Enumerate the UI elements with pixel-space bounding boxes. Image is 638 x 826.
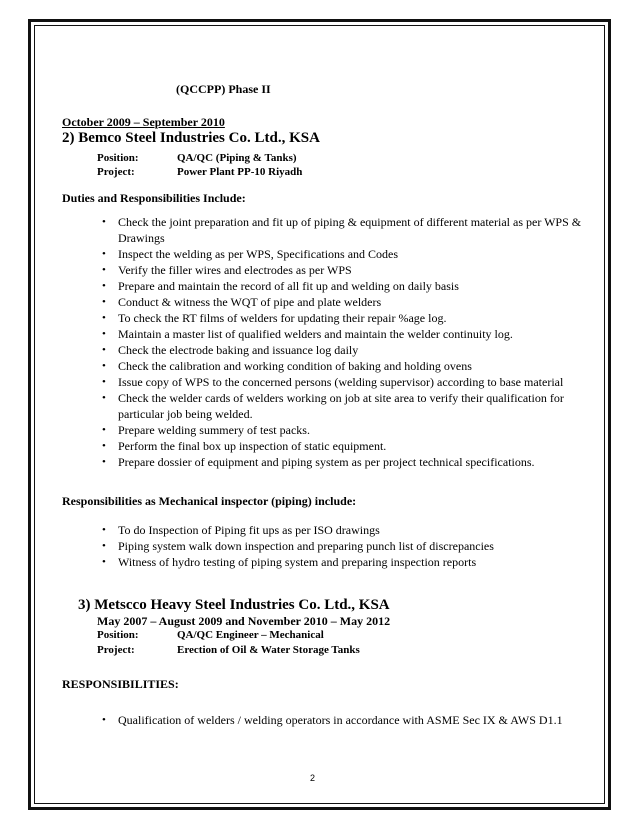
list-item: • Check the joint preparation and fit up of piping & equipment of different material as per WPS & Drawings — [102, 215, 582, 245]
job2-project-value: Power Plant PP-10 Riyadh — [177, 166, 303, 178]
job2-position-label: Position: — [97, 152, 139, 164]
list-item: • Verify the filler wires and electrodes as per WPS — [102, 263, 352, 277]
job2-project-row — [97, 166, 302, 178]
phase-title: (QCCPP) Phase II — [176, 82, 271, 96]
job3-heading: 3) Metscco Heavy Steel Industries Co. Ltd., KSA — [78, 597, 390, 613]
job2-period: October 2009 – September 2010 — [62, 115, 225, 129]
list-item: • Prepare and maintain the record of all fit up and welding on daily basis — [102, 279, 459, 293]
job3-resp-heading: RESPONSIBILITIES: — [62, 677, 179, 691]
list-item: • Conduct & witness the WQT of pipe and plate welders — [102, 295, 382, 309]
list-item: • Inspect the welding as per WPS, Specifications and Codes — [102, 247, 399, 261]
job2-mech-heading: Responsibilities as Mechanical inspector (piping) include: — [62, 494, 357, 508]
list-item: • Qualification of welders / welding operators in accordance with ASME Sec IX & AWS D1.1 — [102, 713, 563, 727]
page-number: 2 — [310, 773, 316, 783]
list-item: • Check the welder cards of welders working on job at site area to verify their qualification for particular job being welded. — [102, 391, 564, 421]
job3-project-row — [97, 644, 360, 656]
list-item: • Check the calibration and working condition of baking and holding ovens — [102, 359, 472, 373]
job3-position-row — [97, 629, 324, 641]
job2-duties-heading: Duties and Responsibilities Include: — [62, 191, 246, 205]
job3-position-value: QA/QC Engineer – Mechanical — [177, 629, 324, 641]
list-item: • Prepare welding summery of test packs. — [102, 423, 310, 437]
job3-position-label: Position: — [97, 629, 139, 641]
job2-position-value: QA/QC (Piping & Tanks) — [177, 152, 297, 164]
list-item: • Prepare dossier of equipment and piping system as per project technical specifications. — [102, 455, 535, 469]
job2-project-label: Project: — [97, 166, 135, 178]
job3-project-label: Project: — [97, 644, 135, 656]
job3-resp-list — [104, 708, 570, 732]
job2-position-row — [97, 152, 297, 164]
list-item: • To check the RT films of welders for updating their repair %age log. — [102, 311, 447, 325]
job2-duties-list — [104, 214, 584, 470]
job3-period: May 2007 – August 2009 and November 2010 – May 2012 — [97, 614, 391, 628]
job2-mech-list — [104, 522, 584, 570]
list-item: • To do Inspection of Piping fit ups as per ISO drawings — [102, 523, 380, 537]
list-item: • Issue copy of WPS to the concerned persons (welding supervisor) according to base material — [102, 375, 564, 389]
job2-heading: 2) Bemco Steel Industries Co. Ltd., KSA — [62, 130, 320, 146]
list-item: • Maintain a master list of qualified welders and maintain the welder continuity log. — [102, 327, 513, 341]
job3-project-value: Erection of Oil & Water Storage Tanks — [177, 644, 360, 656]
list-item: • Piping system walk down inspection and preparing punch list of discrepancies — [102, 539, 494, 553]
list-item: • Perform the final box up inspection of static equipment. — [102, 439, 387, 453]
list-item: • Witness of hydro testing of piping system and preparing inspection reports — [102, 555, 477, 569]
list-item: • Check the electrode baking and issuance log daily — [102, 343, 359, 357]
